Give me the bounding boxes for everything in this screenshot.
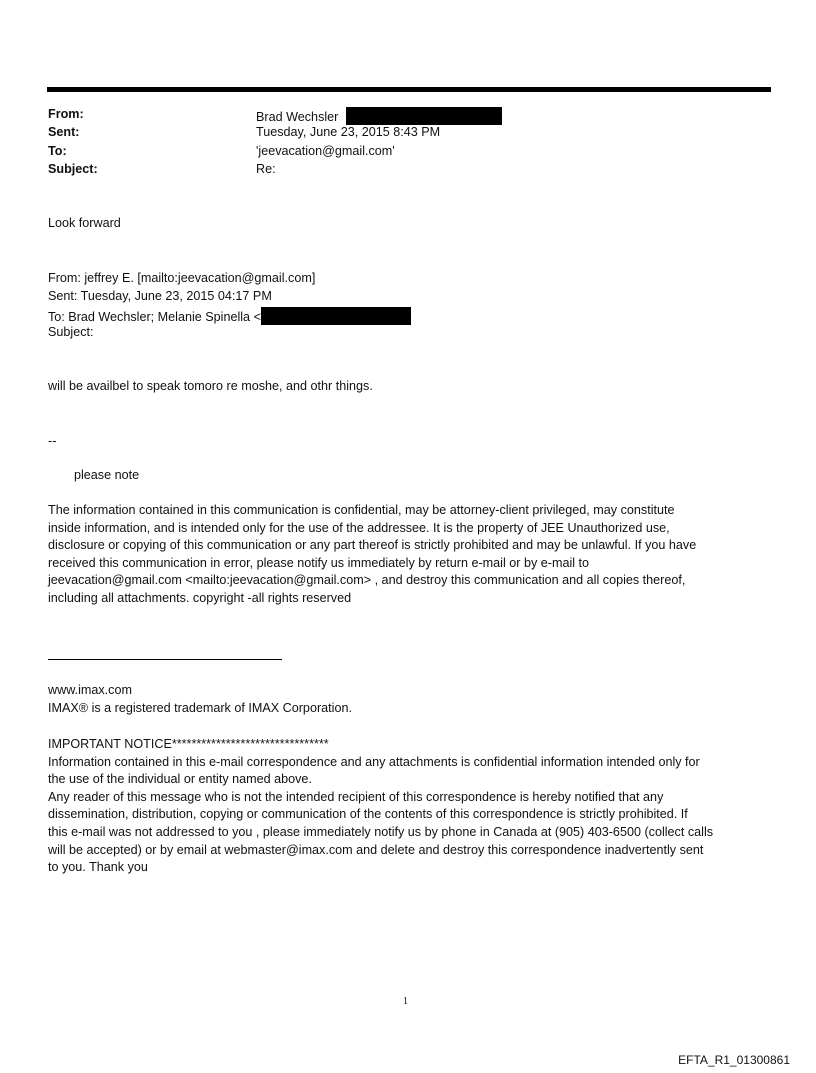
bates-number: EFTA_R1_01300861: [678, 1053, 790, 1067]
subject-value: Re:: [256, 162, 276, 176]
imax-website: www.imax.com: [48, 683, 132, 697]
notice-title: IMPORTANT NOTICE********************************: [48, 737, 329, 751]
notice-line: Any reader of this message who is not the intended recipient of this correspondence is hereby notified that any: [48, 789, 664, 804]
page-number: 1: [403, 996, 408, 1007]
imax-trademark: IMAX® is a registered trademark of IMAX Corporation.: [48, 701, 352, 715]
signature-separator: --: [48, 434, 57, 448]
sent-label: Sent:: [48, 125, 80, 139]
from-label: From:: [48, 107, 84, 121]
notice-line: Information contained in this e-mail correspondence and any attachments is confidential information intended only for: [48, 754, 700, 769]
quoted-to-line: [48, 307, 411, 325]
disclaimer-line: inside information, and is intended only for the use of the addressee. It is the property of JEE Unauthorized use,: [48, 520, 670, 535]
quoted-from-line: From: jeffrey E. [mailto:jeevacation@gmail.com]: [48, 271, 316, 285]
disclaimer-line: disclosure or copying of this communication or any part thereof is strictly prohibited and may be unlawful. If you have: [48, 538, 697, 553]
quoted-to-text: To: Brad Wechsler; Melanie Spinella <: [48, 310, 261, 324]
from-name: Brad Wechsler: [256, 110, 339, 124]
subject-label: Subject:: [48, 162, 98, 176]
to-value: 'jeevacation@gmail.com': [256, 144, 395, 158]
redaction-box: [346, 107, 502, 125]
confidentiality-disclaimer: [48, 502, 768, 608]
please-note: please note: [74, 468, 140, 482]
important-notice: [48, 736, 768, 877]
signature-rule: [48, 659, 282, 660]
disclaimer-line: including all attachments. copyright -all rights reserved: [48, 590, 352, 605]
notice-line: to you. Thank you: [48, 860, 148, 875]
quoted-sent-line: Sent: Tuesday, June 23, 2015 04:17 PM: [48, 289, 272, 303]
sent-value: Tuesday, June 23, 2015 8:43 PM: [256, 125, 441, 139]
from-value: [256, 107, 502, 125]
quoted-body: will be availbel to speak tomoro re moshe, and othr things.: [48, 379, 373, 393]
notice-line: dissemination, distribution, copying or communication of the contents of this correspondence is strictly prohibited. If: [48, 807, 688, 822]
disclaimer-line: The information contained in this communication is confidential, may be attorney-client privileged, may constitute: [48, 503, 675, 517]
disclaimer-line: jeevacation@gmail.com <mailto:jeevacation@gmail.com> , and destroy this communication and all copies thereof,: [48, 573, 686, 588]
reply-body: Look forward: [48, 216, 121, 230]
notice-line: will be accepted) or by email at webmaster@imax.com and delete and destroy this correspondence inadvertently sent: [48, 842, 704, 857]
notice-line: the use of the individual or entity named above.: [48, 772, 312, 787]
header-top-rule: [47, 87, 771, 92]
disclaimer-line: received this communication in error, please notify us immediately by return e-mail or by e-mail to: [48, 555, 590, 570]
notice-line: this e-mail was not addressed to you , please immediately notify us by phone in Canada at (905) 403-6500 (collect calls: [48, 824, 714, 839]
to-label: To:: [48, 144, 67, 158]
redaction-box: [261, 307, 411, 325]
quoted-subject-line: Subject:: [48, 325, 94, 339]
